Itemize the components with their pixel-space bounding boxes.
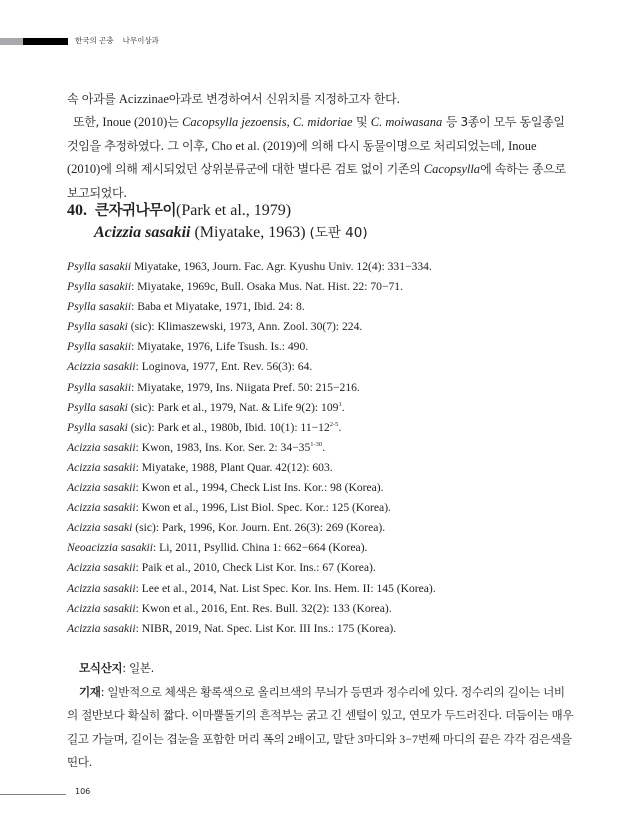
text: 및	[352, 115, 371, 129]
intro-paragraph-1	[67, 88, 572, 112]
type-locality	[67, 657, 575, 681]
korean-name: 큰자귀나무이	[95, 203, 177, 219]
intro-paragraph-2	[67, 111, 572, 205]
text: 는	[167, 115, 183, 129]
type-locality-value: : 일본.	[122, 661, 154, 675]
synonym-entry: Acizzia sasakii: Kwon et al., 1994, Check List Ins. Kor.: 98 (Korea).	[67, 481, 384, 495]
species-name: C. midoriae	[292, 115, 353, 129]
citation: Cho et al. (2019)	[211, 138, 297, 153]
species-heading	[67, 200, 368, 244]
synonym-entry: Acizzia sasakii: NIBR, 2019, Nat. Spec. List Kor. III Ins.: 175 (Korea).	[67, 621, 397, 635]
scientific-name: Acizzia sasakii	[94, 224, 191, 241]
synonym-entry: Acizzia sasakii: Lee et al., 2014, Nat. List Spec. Kor. Ins. Hem. II: 145 (Korea).	[67, 581, 436, 595]
synonym-entry: Acizzia sasakii: Kwon et al., 1996, List Biol. Spec. Kor.: 125 (Korea).	[67, 501, 391, 515]
text: 에 속하는 종으로 보고되었다.	[67, 162, 566, 200]
text: ,	[286, 115, 293, 129]
synonym-entry: Psylla sasaki (sic): Park et al., 1980b, Ibid. 10(1): $11-12^{2-5}$.	[67, 420, 342, 434]
species-name: Cacopsylla jezoensis	[182, 115, 287, 129]
heading-line-1	[67, 200, 368, 222]
text: 또한,	[73, 115, 103, 129]
synonym-entry: Acizzia sasakii: Kwon, 1983, Ins. Kor. Ser. 2: $34-35^{1-30}$.	[67, 440, 326, 454]
synonym-entry: Neoacizzia sasakii: Li, 2011, Psyllid. China 1: 662−664 (Korea).	[67, 541, 368, 555]
synonym-entry: Acizzia sasaki (sic): Park, 1996, Kor. Journ. Ent. 26(3): 269 (Korea).	[67, 521, 386, 535]
text: 에 의해 다시 동물이명으로 처리되었는데,	[296, 138, 509, 153]
running-header	[0, 36, 637, 48]
text: 등 3종이 모두 동일종일 것임을 추정하였다. 그 이후,	[67, 115, 565, 153]
citation: Inoue (2010)	[102, 115, 168, 129]
text: 아과로 변경하여서 신위치를 지정하고자 한다.	[168, 92, 400, 106]
synonym-entry: Psylla sasakii: Miyatake, 1969c, Bull. Osaka Mus. Nat. Hist. 22: 70−71.	[67, 280, 403, 294]
species-name: C. moiwasana	[370, 115, 443, 129]
scientific-author: (Miyatake, 1963)	[194, 224, 306, 241]
synonym-entry: Psylla sasaki (sic): Park et al., 1979, Nat. & Life 9(2): $109^1$.	[67, 400, 345, 414]
text: 에 의해 제시되었던 상위분류군에 대한 별다른 검토 없이 기존의	[100, 162, 424, 176]
text: 속 아과를	[67, 92, 119, 106]
description-text: : 일반적으로 체색은 황록색으로 올리브색의 무늬가 등면과 정수리에 있다. 정수리의 길이는 너비의 절반보다 확실히 짧다. 이마뿔돌기의 흔적부는 굵고 긴 센털이 있고, 연모가 두드러진다. 더듬이는 매우 길고 가늘며, 길이는 겹눈을 포함한 머리 폭의	[67, 684, 574, 746]
description-section	[67, 657, 575, 775]
description-label: 기재	[79, 684, 101, 699]
synonym-entry: Psylla sasakii: Miyatake, 1979, Ins. Niigata Pref. 50: 215−216.	[67, 380, 360, 394]
footer-rule	[0, 794, 66, 795]
synonym-entry: Psylla sasakii: Miyatake, 1976, Life Tsush. Is.: 490.	[67, 340, 309, 354]
header-bar-black	[23, 38, 68, 45]
synonym-entry: Acizzia sasakii: Loginova, 1977, Ent. Rev. 56(3): 64.	[67, 360, 313, 374]
chapter-title: 나무이상과	[122, 36, 159, 45]
heading-line-2	[67, 222, 368, 244]
species-number: 40.	[67, 202, 87, 219]
synonymy-list	[67, 257, 436, 639]
taxon-name: Acizzinae	[118, 92, 169, 106]
synonym-entry: Acizzia sasakii: Miyatake, 1988, Plant Quar. 42(12): 603.	[67, 460, 333, 474]
genus-name: Cacopsylla	[423, 162, 481, 176]
synonym-entry: Psylla sasakii Miyatake, 1963, Journ. Fac. Agr. Kyushu Univ. 12(4): 331−334.	[67, 260, 432, 273]
plate-reference: (도판 40)	[309, 225, 368, 241]
page-number: 106	[75, 787, 91, 796]
synonym-entry: Psylla sasaki (sic): Klimaszewski, 1973, Ann. Zool. 30(7): 224.	[67, 320, 363, 334]
synonym-entry: Psylla sasakii: Baba et Miyatake, 1971, Ibid. 24: 8.	[67, 300, 305, 314]
synonym-entry: Acizzia sasakii: Paik et al., 2010, Check List Kor. Ins.: 67 (Korea).	[67, 561, 376, 575]
header-text	[75, 35, 159, 46]
synonym-entry: Acizzia sasakii: Kwon et al., 2016, Ent. Res. Bull. 32(2): 133 (Korea).	[67, 601, 392, 615]
description-paragraph: 기재: 일반적으로 체색은 황록색으로 올리브색의 무늬가 등면과 정수리에 있다. 정수리의 길이는 너비의 절반보다 확실히 짧다. 이마뿔돌기의 흔적부는 굵고 긴 센털이 있고, 연모가 두드러진다. 더듬이는 매우 길고 가늘며, 길이는 겹눈을 포함한 머리 폭의 2배이고, 말단 3마디와 3−7번째 마디의 끝은 각각 검은색을 띤다.	[67, 684, 574, 769]
citation: Inoue (2010)	[67, 138, 537, 176]
type-locality-label: 모식산지	[79, 661, 123, 675]
book-title: 한국의 곤충	[75, 36, 114, 45]
korean-name-author: (Park et al., 1979)	[176, 202, 292, 219]
header-bar-gray	[0, 38, 23, 45]
